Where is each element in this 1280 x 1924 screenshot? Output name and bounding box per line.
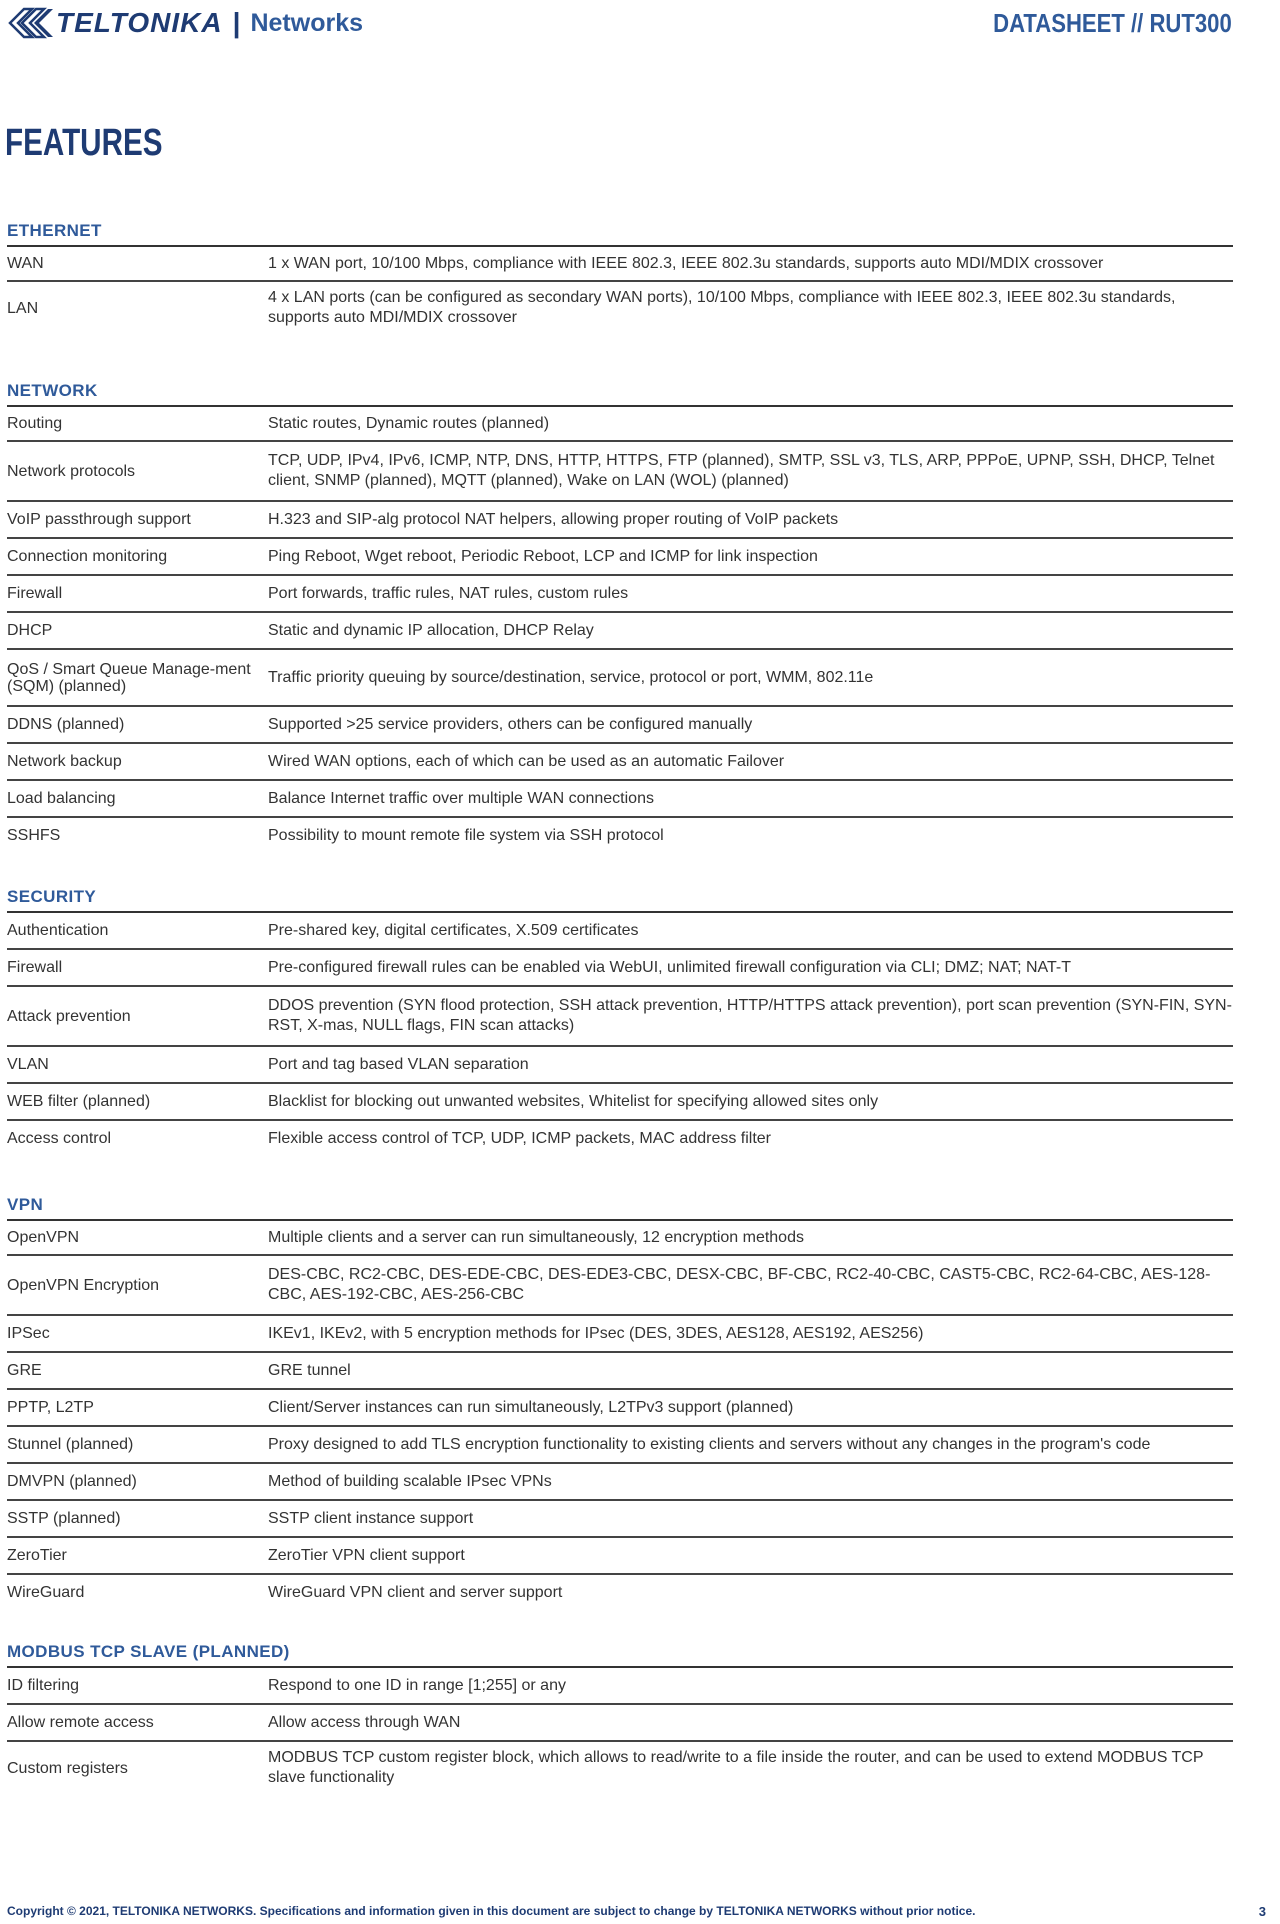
row-value: Flexible access control of TCP, UDP, ICMP packets, MAC address filter	[268, 1129, 772, 1147]
row-label: VLAN	[7, 1056, 49, 1073]
row-value: Respond to one ID in range [1;255] or any	[268, 1676, 566, 1694]
table-row	[7, 1084, 1233, 1121]
table-row	[7, 781, 1233, 818]
table-row	[7, 744, 1233, 781]
table-row	[7, 1742, 1233, 1794]
row-label: Access control	[7, 1130, 112, 1147]
table-row	[7, 1668, 1233, 1705]
table-row	[7, 1256, 1233, 1316]
row-label: Load balancing	[7, 790, 116, 807]
row-value: H.323 and SIP-alg protocol NAT helpers, allowing proper routing of VoIP packets	[268, 510, 839, 528]
row-value: Port and tag based VLAN separation	[268, 1055, 529, 1073]
table-row	[7, 1390, 1233, 1427]
row-label: ZeroTier	[7, 1547, 67, 1564]
table-row	[7, 1575, 1233, 1610]
row-label: WEB filter (planned)	[7, 1093, 151, 1110]
row-label: Custom registers	[7, 1759, 128, 1777]
page-title: FEATURES	[5, 122, 163, 164]
brand-name: TELTONIKA	[56, 7, 223, 38]
section-title: SECURITY	[7, 886, 1233, 913]
row-value: Pre-shared key, digital certificates, X.509 certificates	[268, 921, 639, 939]
row-value: IKEv1, IKEv2, with 5 encryption methods for IPsec (DES, 3DES, AES128, AES192, AES256)	[268, 1324, 924, 1342]
row-label: PPTP, L2TP	[7, 1399, 94, 1416]
row-value: MODBUS TCP custom register block, which allows to read/write to a file inside the router, and can be used to extend MODBUS TCP slave functionality	[268, 1749, 1204, 1786]
row-label: IPSec	[7, 1325, 50, 1342]
table-row	[7, 1464, 1233, 1501]
table-row	[7, 1221, 1233, 1256]
row-label: OpenVPN Encryption	[7, 1276, 160, 1294]
row-value: Balance Internet traffic over multiple WAN connections	[268, 789, 654, 807]
teltonika-logo	[6, 6, 363, 40]
section-title: MODBUS TCP SLAVE (PLANNED)	[7, 1641, 1233, 1668]
row-label: Firewall	[7, 959, 63, 976]
row-label: SSHFS	[7, 827, 61, 844]
section-ethernet	[7, 220, 1233, 334]
row-label: SSTP (planned)	[7, 1510, 121, 1527]
section-title: VPN	[7, 1194, 1233, 1221]
row-label: QoS / Smart Queue Manage-ment (SQM) (planned)	[7, 660, 251, 695]
row-label: Stunnel (planned)	[7, 1436, 134, 1453]
row-label: GRE	[7, 1362, 42, 1379]
row-value: Static routes, Dynamic routes (planned)	[268, 414, 550, 432]
brand-subtitle: Networks	[250, 8, 364, 37]
row-value: ZeroTier VPN client support	[268, 1546, 465, 1564]
row-value: Port forwards, traffic rules, NAT rules, custom rules	[268, 584, 629, 602]
table-row	[7, 1316, 1233, 1353]
row-value: Proxy designed to add TLS encryption functionality to existing clients and servers without any changes in the program's code	[268, 1435, 1151, 1453]
table-row	[7, 650, 1233, 707]
row-value: Possibility to mount remote file system via SSH protocol	[268, 826, 664, 844]
row-label: Allow remote access	[7, 1714, 154, 1731]
row-label: WAN	[7, 255, 44, 272]
row-label: Routing	[7, 415, 63, 432]
row-value: Method of building scalable IPsec VPNs	[268, 1472, 552, 1490]
row-label: ID filtering	[7, 1677, 80, 1694]
row-label: WireGuard	[7, 1584, 85, 1601]
logo-separator: |	[232, 7, 241, 38]
row-value: Blacklist for blocking out unwanted websites, Whitelist for specifying allowed sites only	[268, 1092, 879, 1110]
page-number: 3	[1258, 1904, 1266, 1919]
row-label: Attack prevention	[7, 1007, 131, 1025]
row-value: DES-CBC, RC2-CBC, DES-EDE-CBC, DES-EDE3-CBC, DESX-CBC, BF-CBC, RC2-40-CBC, CAST5-CBC, RC2-64-CBC, AES-128-CBC, AES-192-CBC, AES-256-CBC	[268, 1266, 1211, 1303]
row-label: Network protocols	[7, 462, 136, 480]
table-row	[7, 539, 1233, 576]
table-row	[7, 1538, 1233, 1575]
row-value: Traffic priority queuing by source/destination, service, protocol or port, WMM, 802.11e	[268, 668, 874, 686]
row-label: LAN	[7, 299, 39, 317]
table-row	[7, 247, 1233, 282]
row-label: VoIP passthrough support	[7, 511, 191, 528]
row-value: 1 x WAN port, 10/100 Mbps, compliance with IEEE 802.3, IEEE 802.3u standards, supports auto MDI/MDIX crossover	[268, 254, 1104, 272]
table-row	[7, 950, 1233, 987]
row-value: Pre-configured firewall rules can be enabled via WebUI, unlimited firewall configuration via CLI; DMZ; NAT; NAT-T	[268, 958, 1071, 976]
table-row	[7, 1705, 1233, 1742]
row-label: DDNS (planned)	[7, 716, 125, 733]
table-row	[7, 707, 1233, 744]
row-value: 4 x LAN ports (can be configured as secondary WAN ports), 10/100 Mbps, compliance with IEEE 802.3, IEEE 802.3u standards, supports auto MDI/MDIX crossover	[268, 289, 1176, 326]
row-value: DDOS prevention (SYN flood protection, SSH attack prevention, HTTP/HTTPS attack prevention), port scan prevention (SYN-FIN, SYN-RST, X-mas, NULL flags, FIN scan attacks)	[268, 997, 1232, 1034]
table-row	[7, 1047, 1233, 1084]
teltonika-logo-icon	[6, 6, 54, 40]
footer-copyright: Copyright © 2021, TELTONIKA NETWORKS. Specifications and information given in this document are subject to change by TELTONIKA NETWORKS without prior notice.	[7, 1904, 976, 1918]
section-security	[7, 886, 1233, 1156]
table-row	[7, 1353, 1233, 1390]
row-value: WireGuard VPN client and server support	[268, 1583, 563, 1601]
table-row	[7, 407, 1233, 442]
table-row	[7, 576, 1233, 613]
row-value: Client/Server instances can run simultaneously, L2TPv3 support (planned)	[268, 1398, 794, 1416]
table-row	[7, 987, 1233, 1047]
table-row	[7, 1427, 1233, 1464]
row-value: Allow access through WAN	[268, 1713, 461, 1731]
section-title: NETWORK	[7, 380, 1233, 407]
row-label: Network backup	[7, 753, 122, 770]
section-network	[7, 380, 1233, 853]
table-row	[7, 442, 1233, 502]
document-title: DATASHEET // RUT300	[993, 8, 1232, 38]
table-row	[7, 613, 1233, 650]
row-label: OpenVPN	[7, 1229, 80, 1246]
row-label: Authentication	[7, 922, 109, 939]
row-value: SSTP client instance support	[268, 1509, 474, 1527]
row-label: DMVPN (planned)	[7, 1473, 137, 1490]
row-label: DHCP	[7, 622, 53, 639]
table-row	[7, 1121, 1233, 1156]
table-row	[7, 502, 1233, 539]
row-value: Multiple clients and a server can run simultaneously, 12 encryption methods	[268, 1228, 804, 1246]
table-row	[7, 1501, 1233, 1538]
row-value: Wired WAN options, each of which can be used as an automatic Failover	[268, 752, 785, 770]
section-vpn	[7, 1194, 1233, 1610]
row-value: Supported >25 service providers, others can be configured manually	[268, 715, 753, 733]
row-label: Connection monitoring	[7, 548, 168, 565]
section-modbus-tcp-slave	[7, 1641, 1233, 1794]
table-row	[7, 913, 1233, 950]
page-header	[0, 0, 1280, 60]
row-value: TCP, UDP, IPv4, IPv6, ICMP, NTP, DNS, HTTP, HTTPS, FTP (planned), SMTP, SSL v3, TLS, ARP, PPPoE, UPNP, SSH, DHCP, Telnet client, SNMP (planned), MQTT (planned), Wake on LAN (WOL) (planned)	[268, 452, 1215, 489]
table-row	[7, 818, 1233, 853]
row-value: GRE tunnel	[268, 1361, 351, 1379]
row-value: Static and dynamic IP allocation, DHCP Relay	[268, 621, 594, 639]
section-title: ETHERNET	[7, 220, 1233, 247]
row-label: Firewall	[7, 585, 63, 602]
row-value: Ping Reboot, Wget reboot, Periodic Reboot, LCP and ICMP for link inspection	[268, 547, 818, 565]
table-row	[7, 282, 1233, 334]
